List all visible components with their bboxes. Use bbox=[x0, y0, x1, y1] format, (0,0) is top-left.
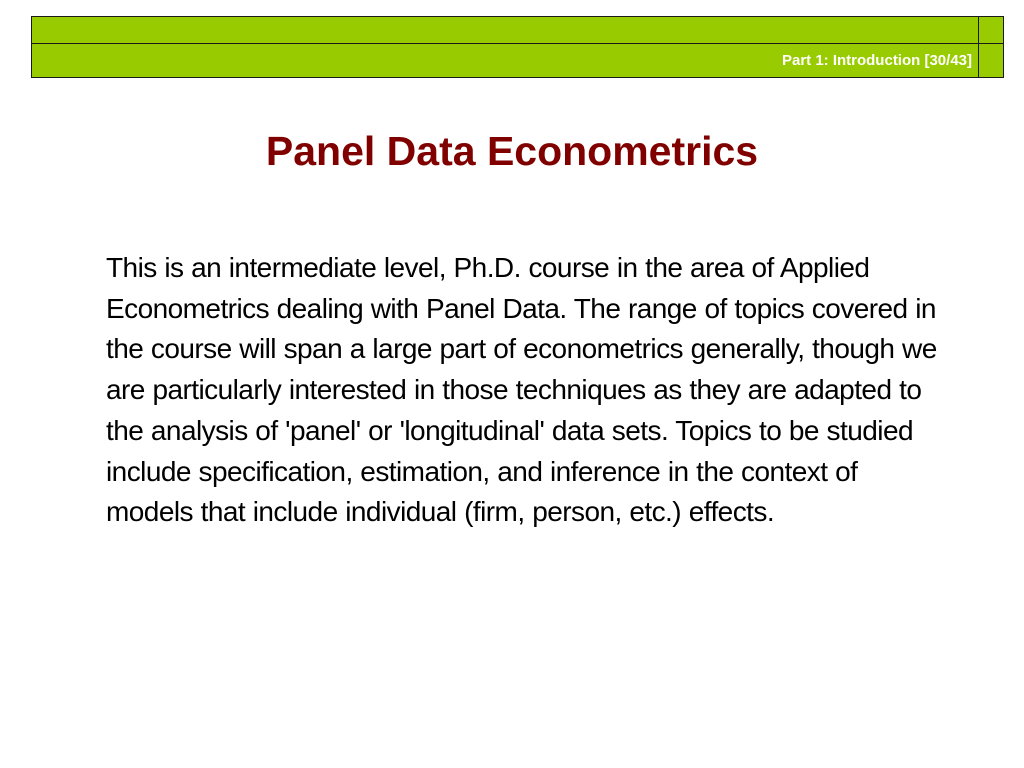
header-corner-box-bottom bbox=[978, 43, 1004, 78]
slide-counter: Part 1: Introduction [30/43] bbox=[781, 52, 972, 69]
header-bar-bottom bbox=[31, 43, 979, 78]
header-corner-box-top bbox=[978, 16, 1004, 44]
slide-title: Panel Data Econometrics bbox=[265, 128, 759, 174]
header-bar-top bbox=[31, 16, 979, 44]
slide-body-text: This is an intermediate level, Ph.D. course in the area of Applied Econometrics dealing with Panel Data. The range of topics covered in the course will span a large part of econometrics generally, though we are particularly interested in those techniques as they are adapted to the analysis of 'panel' or 'longitudinal' data sets. Topics to be studied include specification, estimation, and inference in the context of models that include individual (firm, person, etc.) effects. bbox=[106, 252, 937, 528]
